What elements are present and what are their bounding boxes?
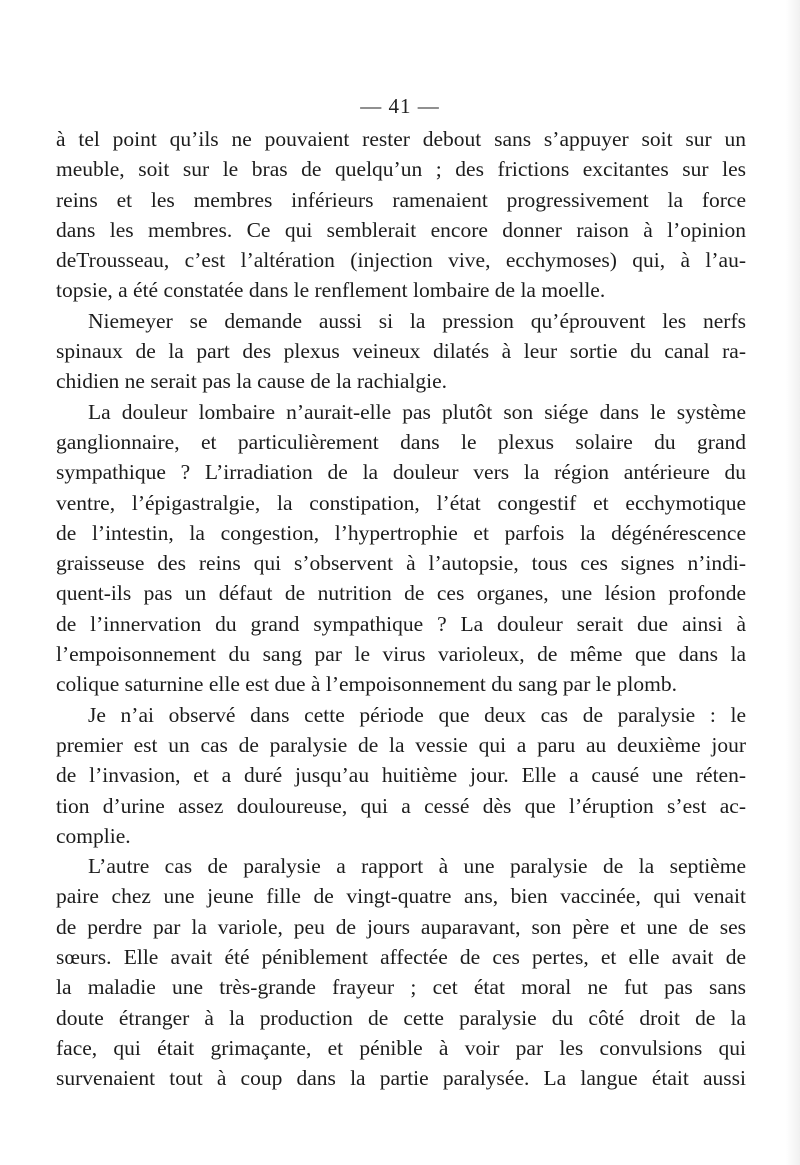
- text-line: paire chez une jeune fille de vingt-quatre ans, bien vaccinée, qui venait: [56, 884, 746, 909]
- text-line: deTrousseau, c’est l’altération (injection vive, ecchymoses) qui, à l’au-: [56, 248, 746, 273]
- text-line: de l’invasion, et a duré jusqu’au huitième jour. Elle a causé une réten-: [56, 763, 746, 788]
- text-line: à tel point qu’ils ne pouvaient rester debout sans s’appuyer soit sur un: [56, 127, 746, 151]
- text-line: de perdre par la variole, peu de jours auparavant, son père et une de ses: [56, 914, 746, 939]
- text-line: L’autre cas de paralysie a rapport à une paralysie de la septième: [88, 854, 746, 879]
- text-line: Niemeyer se demande aussi si la pression qu’éprouvent les nerfs: [88, 308, 746, 333]
- page-edge-shadow: [786, 0, 800, 1165]
- body-text: [56, 124, 746, 1094]
- text-line: reins et les membres inférieurs ramenaient progressivement la force: [56, 187, 746, 212]
- text-line: chidien ne serait pas la cause de la rachialgie.: [56, 369, 447, 394]
- text-line: de l’intestin, la congestion, l’hypertrophie et parfois la dégénérescence: [56, 520, 746, 545]
- text-line: dans les membres. Ce qui semblerait encore donner raison à l’opinion: [56, 217, 746, 242]
- text-line: premier est un cas de paralysie de la vessie qui a paru au deuxième jour: [56, 732, 746, 757]
- text-line: Je n’ai observé dans cette période que deux cas de paralysie : le: [88, 702, 746, 727]
- text-line: sympathique ? L’irradiation de la douleur vers la région antérieure du: [56, 460, 746, 485]
- text-line: complie.: [56, 823, 131, 848]
- text-line: l’empoisonnement du sang par le virus varioleux, de même que dans la: [56, 642, 746, 667]
- text-line: topsie, a été constatée dans le renflement lombaire de la moelle.: [56, 278, 606, 303]
- text-line: la maladie une très-grande frayeur ; cet état moral ne fut pas sans: [56, 975, 746, 1000]
- text-line: de l’innervation du grand sympathique ? La douleur serait due ainsi à: [56, 611, 746, 636]
- text-line: spinaux de la part des plexus veineux dilatés à leur sortie du canal ra-: [56, 339, 746, 364]
- page-number: — 41 —: [360, 94, 440, 118]
- text-line: La douleur lombaire n’aurait-elle pas plutôt son siége dans le système: [88, 399, 746, 424]
- text-line: ganglionnaire, et particulièrement dans le plexus solaire du grand: [56, 429, 746, 454]
- text-line: face, qui était grimaçante, et pénible à voir par les convulsions qui: [56, 1035, 746, 1060]
- text-line: quent-ils pas un défaut de nutrition de ces organes, une lésion profonde: [56, 581, 746, 606]
- text-line: survenaient tout à coup dans la partie paralysée. La langue était aussi: [56, 1066, 746, 1091]
- text-line: colique saturnine elle est due à l’empoisonnement du sang par le plomb.: [56, 672, 677, 697]
- text-line: meuble, soit sur le bras de quelqu’un ; des frictions excitantes sur les: [56, 157, 746, 182]
- text-line: tion d’urine assez douloureuse, qui a cessé dès que l’éruption s’est ac-: [56, 793, 746, 818]
- text-line: ventre, l’épigastralgie, la constipation, l’état congestif et ecchymotique: [56, 490, 746, 515]
- text-line: sœurs. Elle avait été péniblement affectée de ces pertes, et elle avait de: [56, 945, 746, 970]
- text-line: graisseuse des reins qui s’observent à l’autopsie, tous ces signes n’indi-: [56, 551, 746, 576]
- text-line: doute étranger à la production de cette paralysie du côté droit de la: [56, 1005, 746, 1030]
